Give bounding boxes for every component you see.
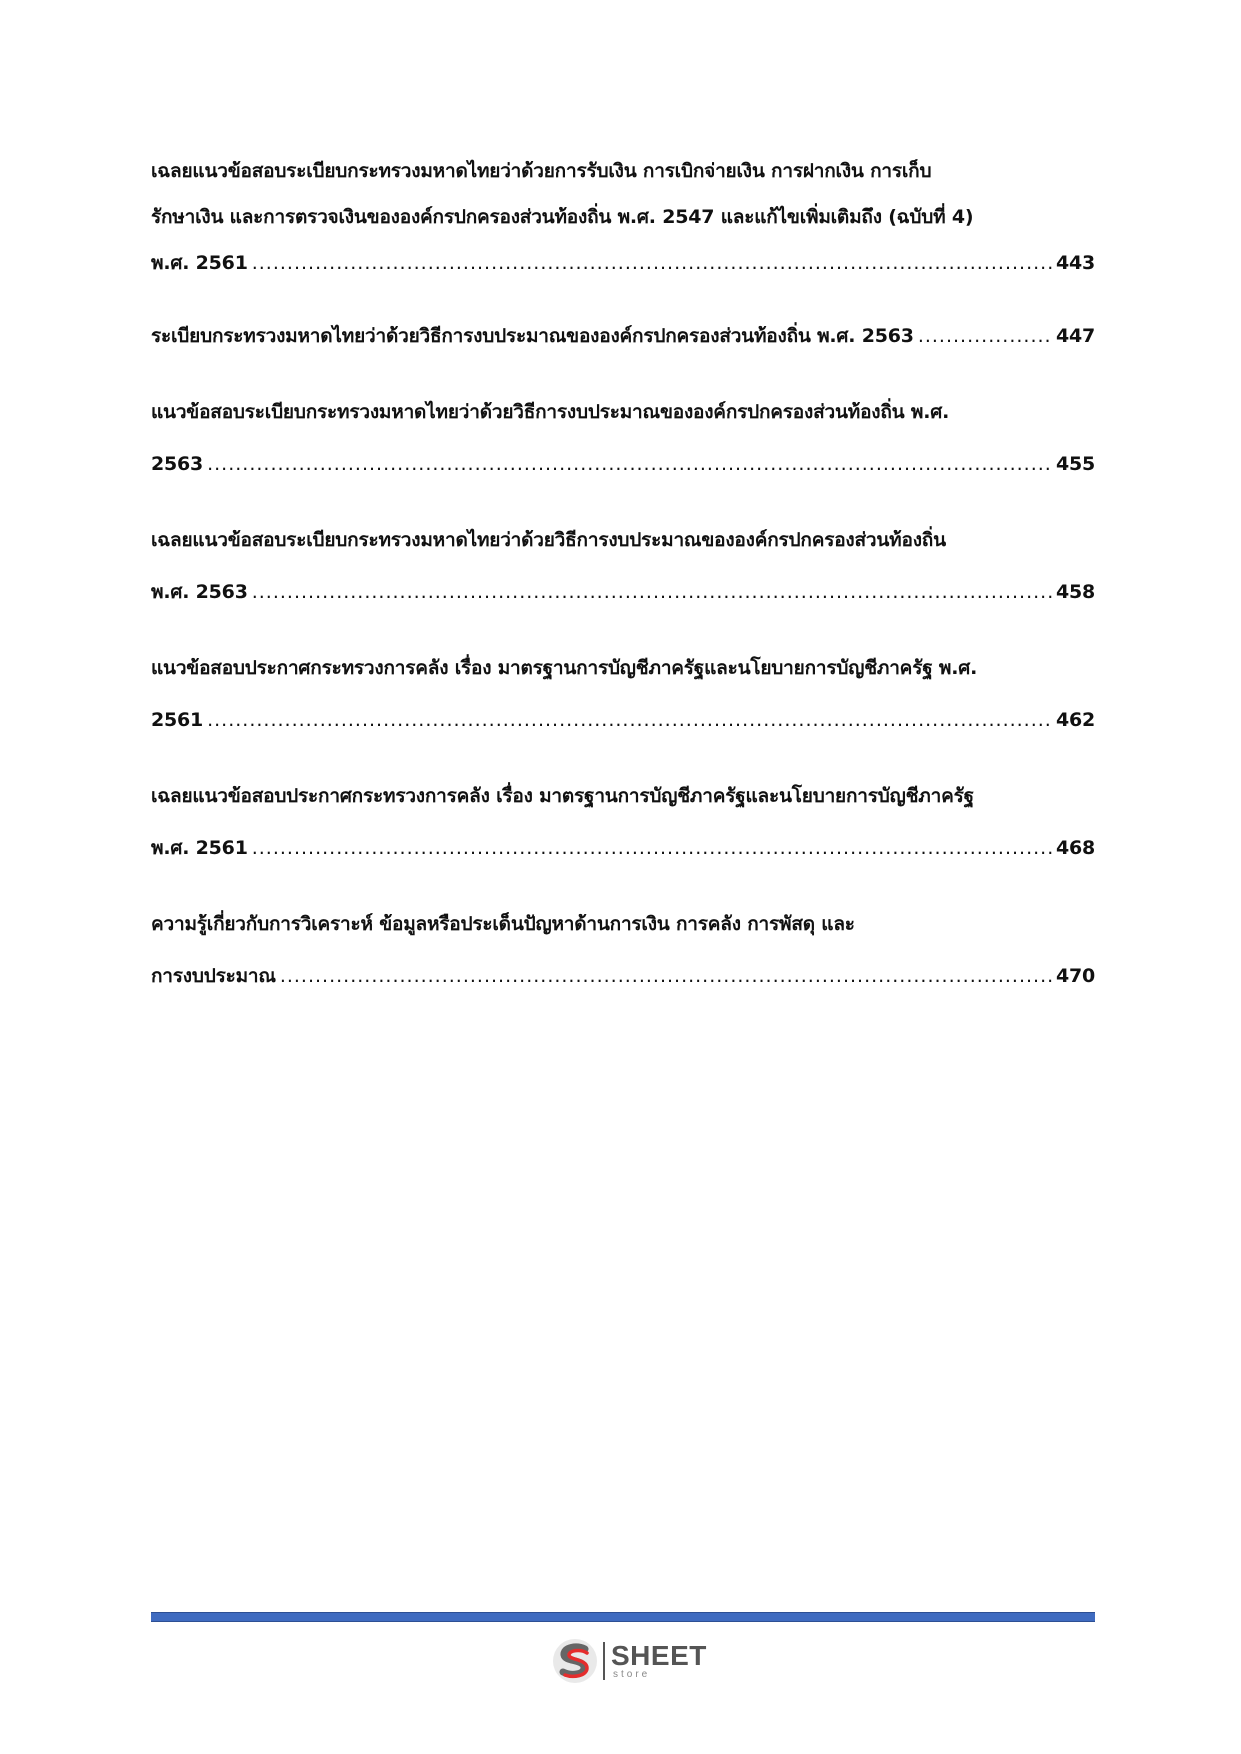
dot-leader — [252, 240, 1052, 286]
toc-entry-last-line — [151, 310, 1095, 362]
sheet-store-logo — [551, 1636, 721, 1686]
toc-entry-title-tail: การงบประมาณ — [151, 965, 276, 987]
logo-word: SHEET — [611, 1640, 707, 1671]
toc-entry[interactable] — [151, 386, 1095, 490]
dot-leader — [252, 566, 1052, 618]
toc-entry-last-line — [151, 694, 1095, 746]
toc-entry-title-tail: พ.ศ. 2561 — [151, 252, 248, 274]
toc-entry[interactable] — [151, 898, 1095, 1002]
footer-divider-bar — [151, 1612, 1095, 1622]
toc-entry[interactable] — [151, 514, 1095, 618]
toc-entry-title-tail: ระเบียบกระทรวงมหาดไทยว่าด้วยวิธีการงบประมาณขององค์กรปกครองส่วนท้องถิ่น พ.ศ. 2563 — [151, 325, 914, 347]
toc-page-number: 462 — [1055, 709, 1095, 731]
dot-leader — [252, 822, 1052, 874]
toc-page-number: 455 — [1055, 453, 1095, 475]
dot-leader — [280, 950, 1052, 1002]
toc-entry-last-line — [151, 438, 1095, 490]
toc-entry[interactable] — [151, 642, 1095, 746]
toc-entry[interactable] — [151, 310, 1095, 362]
toc-entry-last-line — [151, 240, 1095, 286]
toc-entry-title-tail: พ.ศ. 2563 — [151, 581, 248, 603]
toc-entry-title-tail: 2563 — [151, 453, 204, 475]
toc-entry-title-line: แนวข้อสอบประกาศกระทรวงการคลัง เรื่อง มาตรฐานการบัญชีภาครัฐและนโยบายการบัญชีภาครัฐ พ.ศ. — [151, 657, 978, 679]
toc-entry-title-tail: 2561 — [151, 709, 204, 731]
toc-entry-last-line — [151, 822, 1095, 874]
toc-page-number: 470 — [1055, 965, 1095, 987]
logo-subword: store — [613, 1669, 651, 1680]
toc-page-number: 468 — [1055, 837, 1095, 859]
toc-entry-title-line: แนวข้อสอบระเบียบกระทรวงมหาดไทยว่าด้วยวิธีการงบประมาณขององค์กรปกครองส่วนท้องถิ่น พ.ศ. — [151, 401, 950, 423]
logo-text — [611, 1642, 707, 1680]
toc-page-number: 458 — [1055, 581, 1095, 603]
toc-entry-title-tail: พ.ศ. 2561 — [151, 837, 248, 859]
toc-entry[interactable] — [151, 770, 1095, 874]
toc-entry-last-line — [151, 950, 1095, 1002]
toc-page-number: 443 — [1055, 252, 1095, 274]
toc-entry-title-line: เฉลยแนวข้อสอบระเบียบกระทรวงมหาดไทยว่าด้วยวิธีการงบประมาณขององค์กรปกครองส่วนท้องถิ่น — [151, 529, 946, 551]
dot-leader — [918, 310, 1052, 362]
toc-page-number: 447 — [1055, 325, 1095, 347]
dot-leader — [207, 694, 1052, 746]
toc-entry-title-line: ความรู้เกี่ยวกับการวิเคราะห์ ข้อมูลหรือประเด็นปัญหาด้านการเงิน การคลัง การพัสดุ และ — [151, 913, 855, 935]
toc-entry-last-line — [151, 566, 1095, 618]
toc-entry[interactable] — [151, 148, 1095, 286]
dot-leader — [207, 438, 1052, 490]
toc-entry-title-line: รักษาเงิน และการตรวจเงินขององค์กรปกครองส่วนท้องถิ่น พ.ศ. 2547 และแก้ไขเพิ่มเติมถึง (ฉบับที่ 4) — [151, 206, 974, 228]
toc-entry-title-line: เฉลยแนวข้อสอบระเบียบกระทรวงมหาดไทยว่าด้วยการรับเงิน การเบิกจ่ายเงิน การฝากเงิน การเก็บ — [151, 160, 932, 182]
table-of-contents — [151, 148, 1095, 1026]
sheet-store-s-logo-icon — [551, 1637, 599, 1685]
logo-separator — [603, 1642, 605, 1680]
toc-entry-title-line: เฉลยแนวข้อสอบประกาศกระทรวงการคลัง เรื่อง มาตรฐานการบัญชีภาครัฐและนโยบายการบัญชีภาครัฐ — [151, 785, 974, 807]
